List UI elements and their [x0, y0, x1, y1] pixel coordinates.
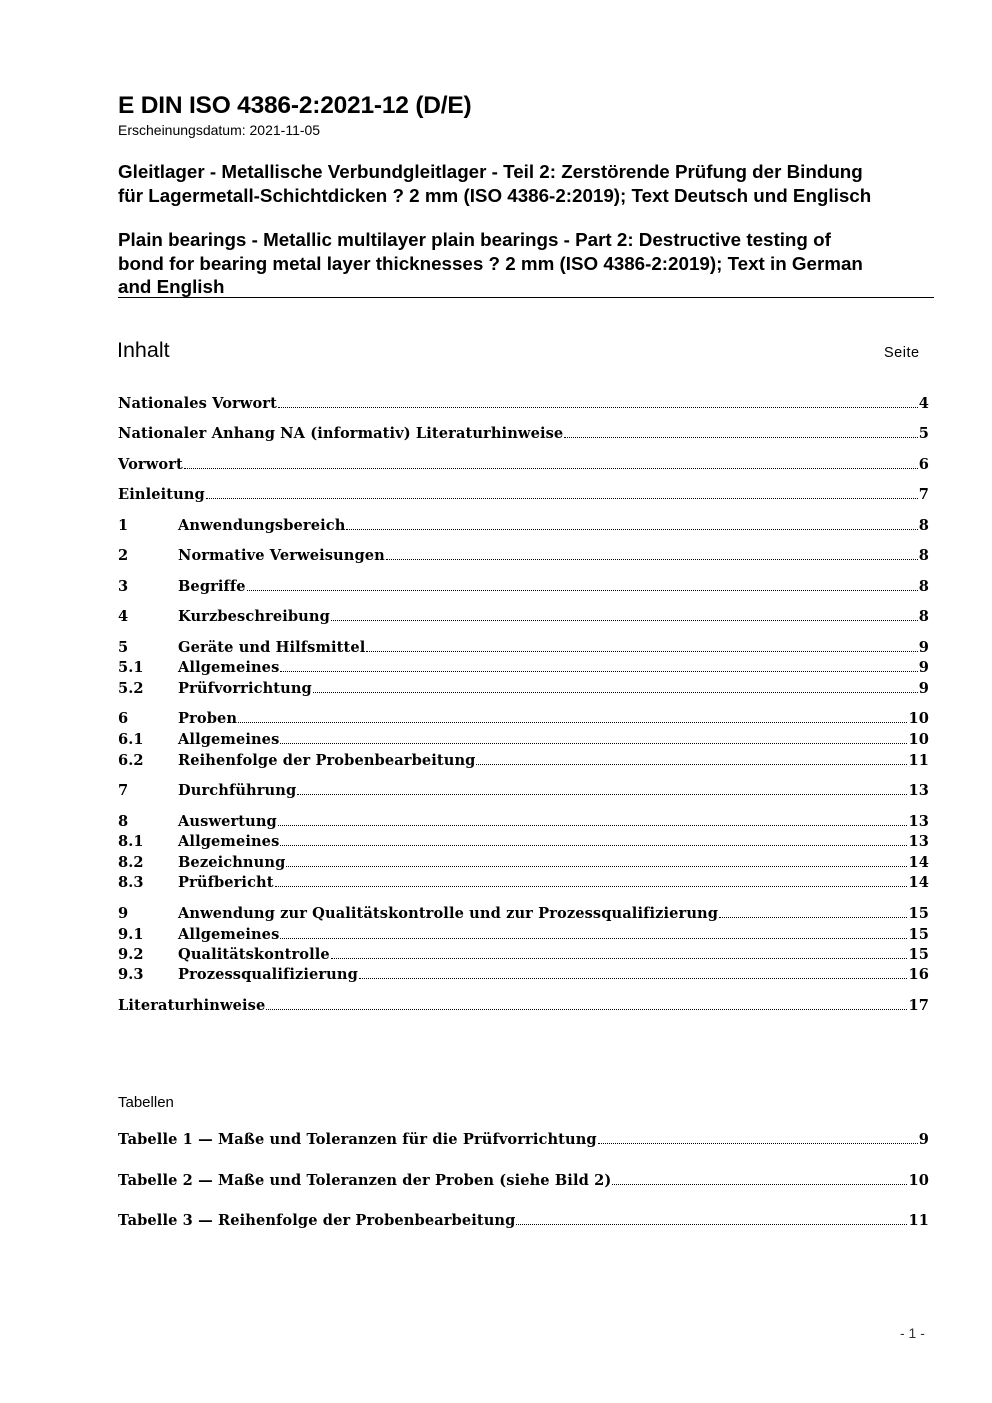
title-english-line: bond for bearing metal layer thicknesses ? 2 mm (ISO 4386-2:2019); Text in German [118, 252, 863, 274]
toc-entry[interactable] [118, 874, 929, 894]
toc-entry-text: Begriffe [178, 578, 246, 595]
toc-entry-number: 5.1 [118, 659, 144, 676]
toc-entry-page: 15 [908, 926, 929, 943]
toc-entry-number: 4 [118, 608, 129, 625]
toc-entry[interactable] [118, 926, 929, 946]
toc-entry-text: Prozessqualifizierung [178, 966, 358, 983]
toc-leader-dots [516, 1222, 907, 1225]
toc-entry[interactable] [118, 486, 929, 506]
toc-leader-dots [331, 956, 908, 959]
toc-entry-number: 8 [118, 813, 129, 830]
toc-leader-dots [266, 1007, 907, 1010]
toc-entry-page: 7 [918, 486, 929, 503]
table-entry-text: Tabelle 2 — Maße und Toleranzen der Proben (siehe Bild 2) [118, 1172, 612, 1189]
toc-entry-number: 7 [118, 782, 129, 799]
table-entry-text: Tabelle 1 — Maße und Toleranzen für die Prüfvorrichtung [118, 1131, 597, 1148]
toc-entry-text: Anwendung zur Qualitätskontrolle und zur Prozessqualifizierung [178, 905, 719, 922]
toc-leader-dots [476, 762, 907, 765]
toc-leader-dots [346, 527, 917, 530]
toc-heading: Inhalt [117, 338, 170, 362]
toc-entry-text: Qualitätskontrolle [178, 946, 330, 963]
toc-entry-text: Prüfbericht [178, 874, 274, 891]
toc-entry-page: 13 [908, 782, 929, 799]
toc-leader-dots [238, 720, 907, 723]
toc-entry-number: 1 [118, 517, 129, 534]
toc-leader-dots [313, 690, 918, 693]
toc-entry-text: Allgemeines [178, 731, 280, 748]
toc-entry-page: 14 [908, 874, 929, 891]
title-german-line: Gleitlager - Metallische Verbundgleitlager - Teil 2: Zerstörende Prüfung der Bindung [118, 161, 863, 182]
table-entry-page: 11 [908, 1212, 929, 1229]
toc-leader-dots [278, 405, 918, 408]
toc-entry-number: 8.1 [118, 833, 144, 850]
table-entry-page: 10 [908, 1172, 929, 1189]
toc-entry-number: 5 [118, 639, 129, 656]
toc-leader-dots [280, 843, 907, 846]
toc-entry[interactable] [118, 578, 929, 598]
title-english-line: Plain bearings - Metallic multilayer plain bearings - Part 2: Destructive testing of [118, 229, 831, 250]
toc-entry-page: 8 [918, 547, 929, 564]
toc-entry-page: 6 [918, 456, 929, 473]
toc-entry-number: 5.2 [118, 680, 144, 697]
publication-date: Erscheinungsdatum: 2021-11-05 [118, 122, 321, 138]
toc-entry[interactable] [118, 710, 929, 730]
table-entry-text: Tabelle 3 — Reihenfolge der Probenbearbeitung [118, 1212, 516, 1229]
toc-entry-page: 17 [908, 997, 929, 1014]
toc-leader-dots [206, 496, 918, 499]
toc-entry-text: Anwendungsbereich [178, 517, 346, 534]
document-id: E DIN ISO 4386-2:2021-12 (D/E) [118, 92, 472, 119]
tables-heading: Tabellen [118, 1094, 174, 1111]
toc-entry[interactable] [118, 997, 929, 1017]
toc-entry[interactable] [118, 905, 929, 925]
toc-entry-page: 8 [918, 517, 929, 534]
toc-entry[interactable] [118, 395, 929, 415]
toc-entry[interactable] [118, 813, 929, 833]
toc-entry-text: Reihenfolge der Probenbearbeitung [178, 752, 476, 769]
toc-entry-number: 3 [118, 578, 129, 595]
toc-entry[interactable] [118, 547, 929, 567]
toc-entry-text: Allgemeines [178, 833, 280, 850]
toc-leader-dots [331, 618, 918, 621]
toc-page-column-label: Seite [884, 345, 920, 361]
toc-entry[interactable] [118, 731, 929, 751]
toc-entry[interactable] [118, 782, 929, 802]
title-english [118, 228, 938, 299]
toc-entry-page: 13 [908, 813, 929, 830]
toc-entry-page: 15 [908, 946, 929, 963]
title-german [118, 160, 938, 207]
toc-leader-dots [286, 864, 907, 867]
page-number: - 1 - [900, 1325, 925, 1341]
toc-leader-dots [719, 915, 907, 918]
toc-entry-text: Nationales Vorwort [118, 395, 277, 412]
toc-entry[interactable] [118, 517, 929, 537]
toc-leader-dots [247, 588, 918, 591]
toc-entry[interactable] [118, 833, 929, 853]
title-german-line: für Lagermetall-Schichtdicken ? 2 mm (ISO 4386-2:2019); Text Deutsch und Englisch [118, 184, 872, 206]
toc-entry-text: Durchführung [178, 782, 297, 799]
toc-leader-dots [564, 435, 917, 438]
title-english-line: and English [118, 276, 225, 297]
toc-entry-number: 9.2 [118, 946, 144, 963]
toc-leader-dots [280, 669, 917, 672]
toc-entry-number: 6 [118, 710, 129, 727]
toc-entry[interactable] [118, 608, 929, 628]
toc-entry-text: Normative Verweisungen [178, 547, 385, 564]
toc-entry-number: 6.2 [118, 752, 144, 769]
table-list-entry[interactable] [118, 1131, 929, 1151]
toc-entry-page: 10 [908, 731, 929, 748]
toc-entry-page: 9 [918, 680, 929, 697]
toc-leader-dots [612, 1182, 907, 1185]
toc-leader-dots [280, 741, 907, 744]
toc-entry-number: 6.1 [118, 731, 144, 748]
toc-entry-text: Geräte und Hilfsmittel [178, 639, 366, 656]
toc-entry-text: Nationaler Anhang NA (informativ) Literaturhinweise [118, 425, 564, 442]
toc-entry-page: 11 [908, 752, 929, 769]
toc-entry[interactable] [118, 680, 929, 700]
toc-entry[interactable] [118, 425, 929, 445]
toc-entry[interactable] [118, 854, 929, 874]
toc-entry-number: 8.3 [118, 874, 144, 891]
toc-leader-dots [297, 792, 907, 795]
toc-entry-page: 14 [908, 854, 929, 871]
toc-entry-page: 9 [918, 659, 929, 676]
toc-entry-number: 2 [118, 547, 129, 564]
toc-entry-page: 16 [908, 966, 929, 983]
table-list-entry[interactable] [118, 1212, 929, 1232]
toc-entry-number: 9.3 [118, 966, 144, 983]
toc-entry[interactable] [118, 752, 929, 772]
toc-entry[interactable] [118, 659, 929, 679]
toc-entry[interactable] [118, 966, 929, 986]
toc-leader-dots [598, 1141, 918, 1144]
table-entry-page: 9 [918, 1131, 929, 1148]
title-divider [118, 297, 934, 298]
toc-entry-text: Allgemeines [178, 659, 280, 676]
toc-entry-text: Auswertung [178, 813, 277, 830]
toc-entry-text: Kurzbeschreibung [178, 608, 330, 625]
toc-leader-dots [278, 823, 908, 826]
toc-entry-page: 9 [918, 639, 929, 656]
toc-entry-number: 9.1 [118, 926, 144, 943]
toc-leader-dots [280, 936, 907, 939]
toc-entry-page: 8 [918, 608, 929, 625]
toc-entry-page: 10 [908, 710, 929, 727]
toc-entry-page: 4 [918, 395, 929, 412]
toc-entry-text: Vorwort [118, 456, 183, 473]
toc-entry-number: 9 [118, 905, 129, 922]
toc-leader-dots [359, 976, 908, 979]
toc-leader-dots [184, 466, 918, 469]
toc-entry-text: Prüfvorrichtung [178, 680, 312, 697]
toc-entry-number: 8.2 [118, 854, 144, 871]
toc-entry-page: 5 [918, 425, 929, 442]
toc-entry-text: Einleitung [118, 486, 205, 503]
toc-entry-page: 15 [908, 905, 929, 922]
toc-leader-dots [366, 649, 917, 652]
toc-entry[interactable] [118, 639, 929, 659]
toc-entry-text: Literaturhinweise [118, 997, 266, 1014]
toc-leader-dots [275, 884, 908, 887]
toc-entry-page: 8 [918, 578, 929, 595]
toc-entry[interactable] [118, 946, 929, 966]
toc-entry[interactable] [118, 456, 929, 476]
toc-entry-text: Allgemeines [178, 926, 280, 943]
table-list-entry[interactable] [118, 1172, 929, 1192]
toc-entry-text: Proben [178, 710, 238, 727]
toc-entry-text: Bezeichnung [178, 854, 286, 871]
toc-entry-page: 13 [908, 833, 929, 850]
toc-leader-dots [386, 557, 918, 560]
